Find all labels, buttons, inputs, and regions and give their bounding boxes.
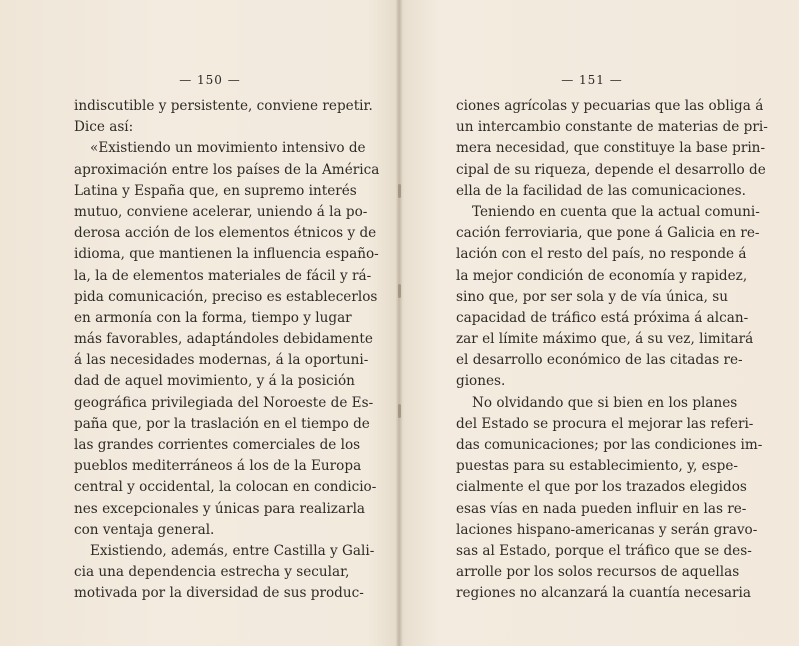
text-line: á las necesidades modernas, á la oportuni-: [74, 352, 369, 369]
text-line: en armonía con la forma, tiempo y lugar: [74, 309, 352, 326]
page-number-right: — 151 —: [561, 73, 623, 87]
text-line: idioma, que mantienen la influencia españo-: [74, 246, 379, 263]
text-line: aproximación entre los países de la América: [74, 161, 380, 178]
text-line: cación ferroviaria, que pone á Galicia en re-: [456, 225, 760, 242]
text-line: del Estado se procura el mejorar las referi-: [456, 415, 754, 432]
text-line: pida comunicación, preciso es establecerlos: [74, 288, 378, 305]
text-line: nes excepcionales y únicas para realizarla: [74, 500, 366, 517]
binding-stitch: [398, 404, 401, 418]
text-line: las grandes corrientes comerciales de los: [74, 437, 361, 453]
left-page-body: [74, 96, 380, 605]
text-line: capacidad de tráfico está próxima á alcan-: [456, 309, 749, 326]
binding-stitch: [398, 184, 401, 198]
text-line: Latina y España que, en supremo interés: [74, 182, 357, 199]
text-line: laciones hispano-americanas y serán gravo-: [456, 521, 758, 538]
text-line: arrolle por los solos recursos de aquellas: [456, 564, 740, 581]
text-line: sas al Estado, porque el tráfico que se des-: [456, 542, 752, 559]
text-line: das comunicaciones; por las condiciones im-: [456, 437, 763, 453]
text-line: ella de la facilidad de las comunicaciones.: [456, 182, 746, 199]
text-line: la, la de elementos materiales de fácil y rá-: [74, 267, 372, 284]
binding-stitch: [398, 284, 401, 298]
text-line: zar el límite máximo que, á su vez, limitará: [456, 331, 754, 348]
text-line: el desarrollo económico de las citadas re-: [456, 352, 743, 369]
text-line: cipal de su riqueza, depende el desarrollo de: [456, 161, 766, 178]
text-line: Existiendo, además, entre Castilla y Gali-: [90, 542, 375, 559]
page-number-left: — 150 —: [179, 73, 241, 87]
text-line: un intercambio constante de materias de pri-: [456, 119, 768, 136]
text-line: sino que, por ser sola y de vía única, su: [456, 288, 728, 305]
text-line: Dice así:: [74, 119, 134, 136]
text-line: con ventaja general.: [74, 521, 215, 538]
text-line: esas vías en nada pueden influir en las re-: [456, 500, 747, 517]
text-line: ciones agrícolas y pecuarias que las obliga á: [456, 98, 764, 114]
text-line: más favorables, adaptándoles debidamente: [74, 331, 373, 348]
text-line: puestas para su establecimiento, y, espe-: [456, 458, 738, 475]
text-line: pueblos mediterráneos á los de la Europa: [74, 458, 362, 475]
text-line: cialmente el que por los trazados elegidos: [456, 479, 747, 496]
right-page-body: [456, 96, 768, 605]
text-line: mera necesidad, que constituye la base prin-: [456, 140, 766, 157]
text-line: paña que, por la traslación en el tiempo de: [74, 415, 370, 432]
text-line: derosa acción de los elementos étnicos y de: [74, 225, 377, 242]
text-line: indiscutible y persistente, conviene repetir.: [74, 98, 373, 114]
right-page: [456, 72, 768, 605]
text-line: «Existiendo un movimiento intensivo de: [90, 140, 366, 157]
text-line: mutuo, conviene acelerar, uniendo á la po-: [74, 203, 368, 220]
book-gutter: [396, 0, 402, 646]
text-line: regiones no alcanzará la cuantía necesaria: [456, 585, 751, 602]
text-line: giones.: [456, 373, 506, 390]
text-line: geográfica privilegiada del Noroeste de Es-: [74, 394, 374, 411]
text-line: motivada por la diversidad de sus produc-: [74, 585, 364, 602]
text-line: lación con el resto del país, no responde á: [456, 246, 747, 263]
text-line: la mejor condición de economía y rapidez,: [456, 267, 748, 284]
text-line: cia una dependencia estrecha y secular,: [74, 564, 350, 581]
text-line: dad de aquel movimiento, y á la posición: [74, 373, 355, 390]
text-line: Teniendo en cuenta que la actual comuni-: [472, 203, 760, 220]
text-line: No olvidando que si bien en los planes: [472, 394, 738, 411]
left-page: [74, 72, 380, 605]
text-line: central y occidental, la colocan en condicio-: [74, 479, 377, 496]
